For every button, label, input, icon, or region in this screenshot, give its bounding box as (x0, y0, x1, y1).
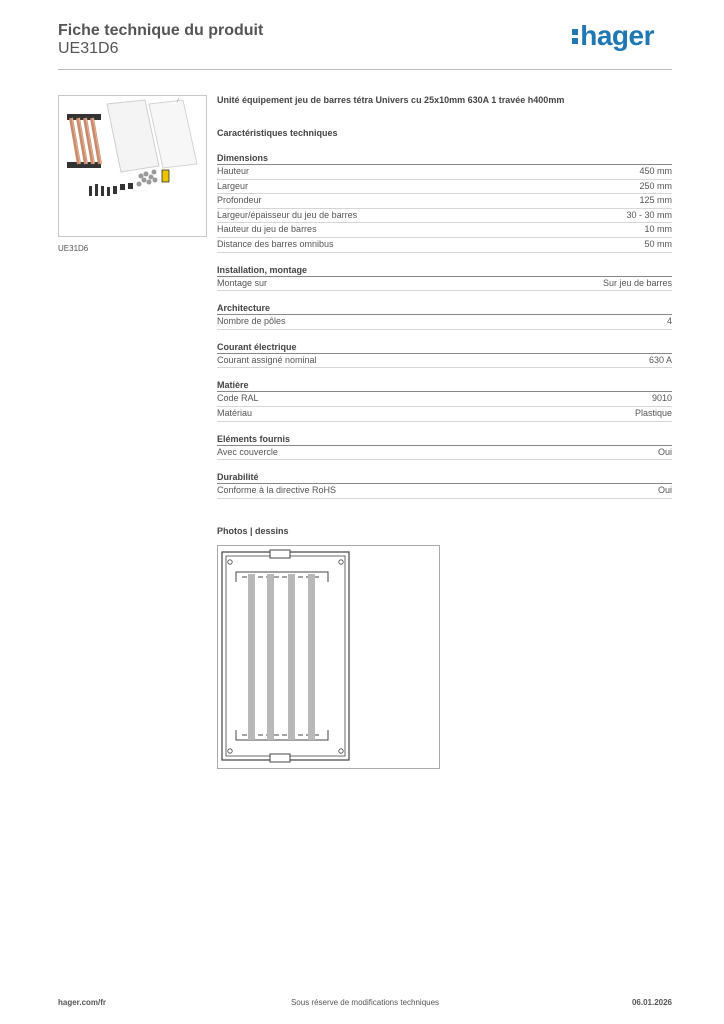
product-photo (58, 95, 207, 237)
photos-heading: Photos | dessins (217, 526, 289, 536)
spec-group (217, 301, 672, 330)
spec-row (217, 223, 672, 238)
spec-label: Montage sur (217, 277, 268, 288)
spec-label: Matériau (217, 407, 253, 418)
spec-value: 450 mm (639, 166, 672, 176)
spec-label: Nombre de pôles (217, 316, 286, 327)
spec-row (217, 446, 672, 461)
spec-value: 250 mm (639, 180, 672, 191)
spec-label: Avec couvercle (217, 446, 278, 457)
spec-label: Distance des barres omnibus (217, 238, 334, 249)
logo-text: hager (580, 20, 654, 51)
spec-content (217, 95, 672, 509)
footer-website[interactable]: hager.com/fr (58, 998, 107, 1007)
spec-group-title: Matière (217, 378, 672, 392)
spec-row (217, 194, 672, 209)
logo-dots-icon (572, 27, 578, 46)
characteristics-heading: Caractéristiques techniques (217, 128, 338, 138)
spec-value: Oui (657, 485, 672, 496)
spec-group (217, 263, 672, 292)
spec-group-title: Dimensions (217, 151, 672, 165)
spec-value: 30 - 30 mm (626, 209, 672, 220)
spec-label: Hauteur (217, 166, 250, 176)
spec-group-title: Architecture (217, 301, 672, 315)
spec-group-title: Installation, montage (217, 263, 672, 277)
spec-row (217, 277, 672, 292)
spec-value: Oui (657, 446, 672, 457)
page-header (58, 20, 672, 70)
spec-group-title: Durabilité (217, 470, 672, 484)
product-photo-caption: UE31D6 (58, 244, 89, 253)
hager-logo (572, 20, 654, 52)
spec-row (217, 315, 672, 330)
spec-row (217, 354, 672, 369)
spec-value: 10 mm (644, 224, 672, 235)
spec-group-title: Eléments fournis (217, 432, 672, 446)
spec-value: 4 (666, 316, 672, 327)
footer-date: 06.01.2026 (631, 998, 672, 1007)
spec-row (217, 238, 672, 253)
spec-label: Code RAL (217, 393, 259, 404)
spec-group (217, 151, 672, 253)
spec-group (217, 432, 672, 461)
spec-row (217, 484, 672, 499)
spec-value: 125 mm (639, 195, 672, 206)
spec-group-title: Courant électrique (217, 340, 672, 354)
spec-label: Conforme à la directive RoHS (217, 485, 337, 496)
spec-groups (217, 151, 672, 499)
footer-disclaimer: Sous réserve de modifications techniques (290, 998, 440, 1007)
spec-group (217, 470, 672, 499)
product-illustration (59, 96, 206, 236)
page-title: Fiche technique du produit (58, 22, 264, 39)
spec-row (217, 209, 672, 224)
spec-value: 9010 (651, 393, 672, 404)
product-name: Unité équipement jeu de barres tétra Univers cu 25x10mm 630A 1 travée h400mm (217, 95, 565, 105)
spec-label: Courant assigné nominal (217, 354, 317, 365)
spec-row (217, 180, 672, 195)
spec-label: Largeur/épaisseur du jeu de barres (217, 209, 358, 220)
busbar-drawing (218, 546, 439, 768)
technical-drawing (217, 545, 440, 769)
spec-value: Plastique (634, 407, 672, 418)
spec-label: Hauteur du jeu de barres (217, 224, 317, 235)
spec-label: Profondeur (217, 195, 262, 206)
spec-value: 630 A (648, 354, 672, 365)
spec-label: Largeur (217, 180, 249, 191)
spec-row (217, 392, 672, 407)
spec-value: 50 mm (644, 238, 672, 249)
spec-row (217, 407, 672, 422)
spec-row (217, 165, 672, 180)
product-reference: UE31D6 (58, 40, 119, 57)
spec-group (217, 340, 672, 369)
spec-value: Sur jeu de barres (602, 277, 672, 288)
spec-group (217, 378, 672, 421)
